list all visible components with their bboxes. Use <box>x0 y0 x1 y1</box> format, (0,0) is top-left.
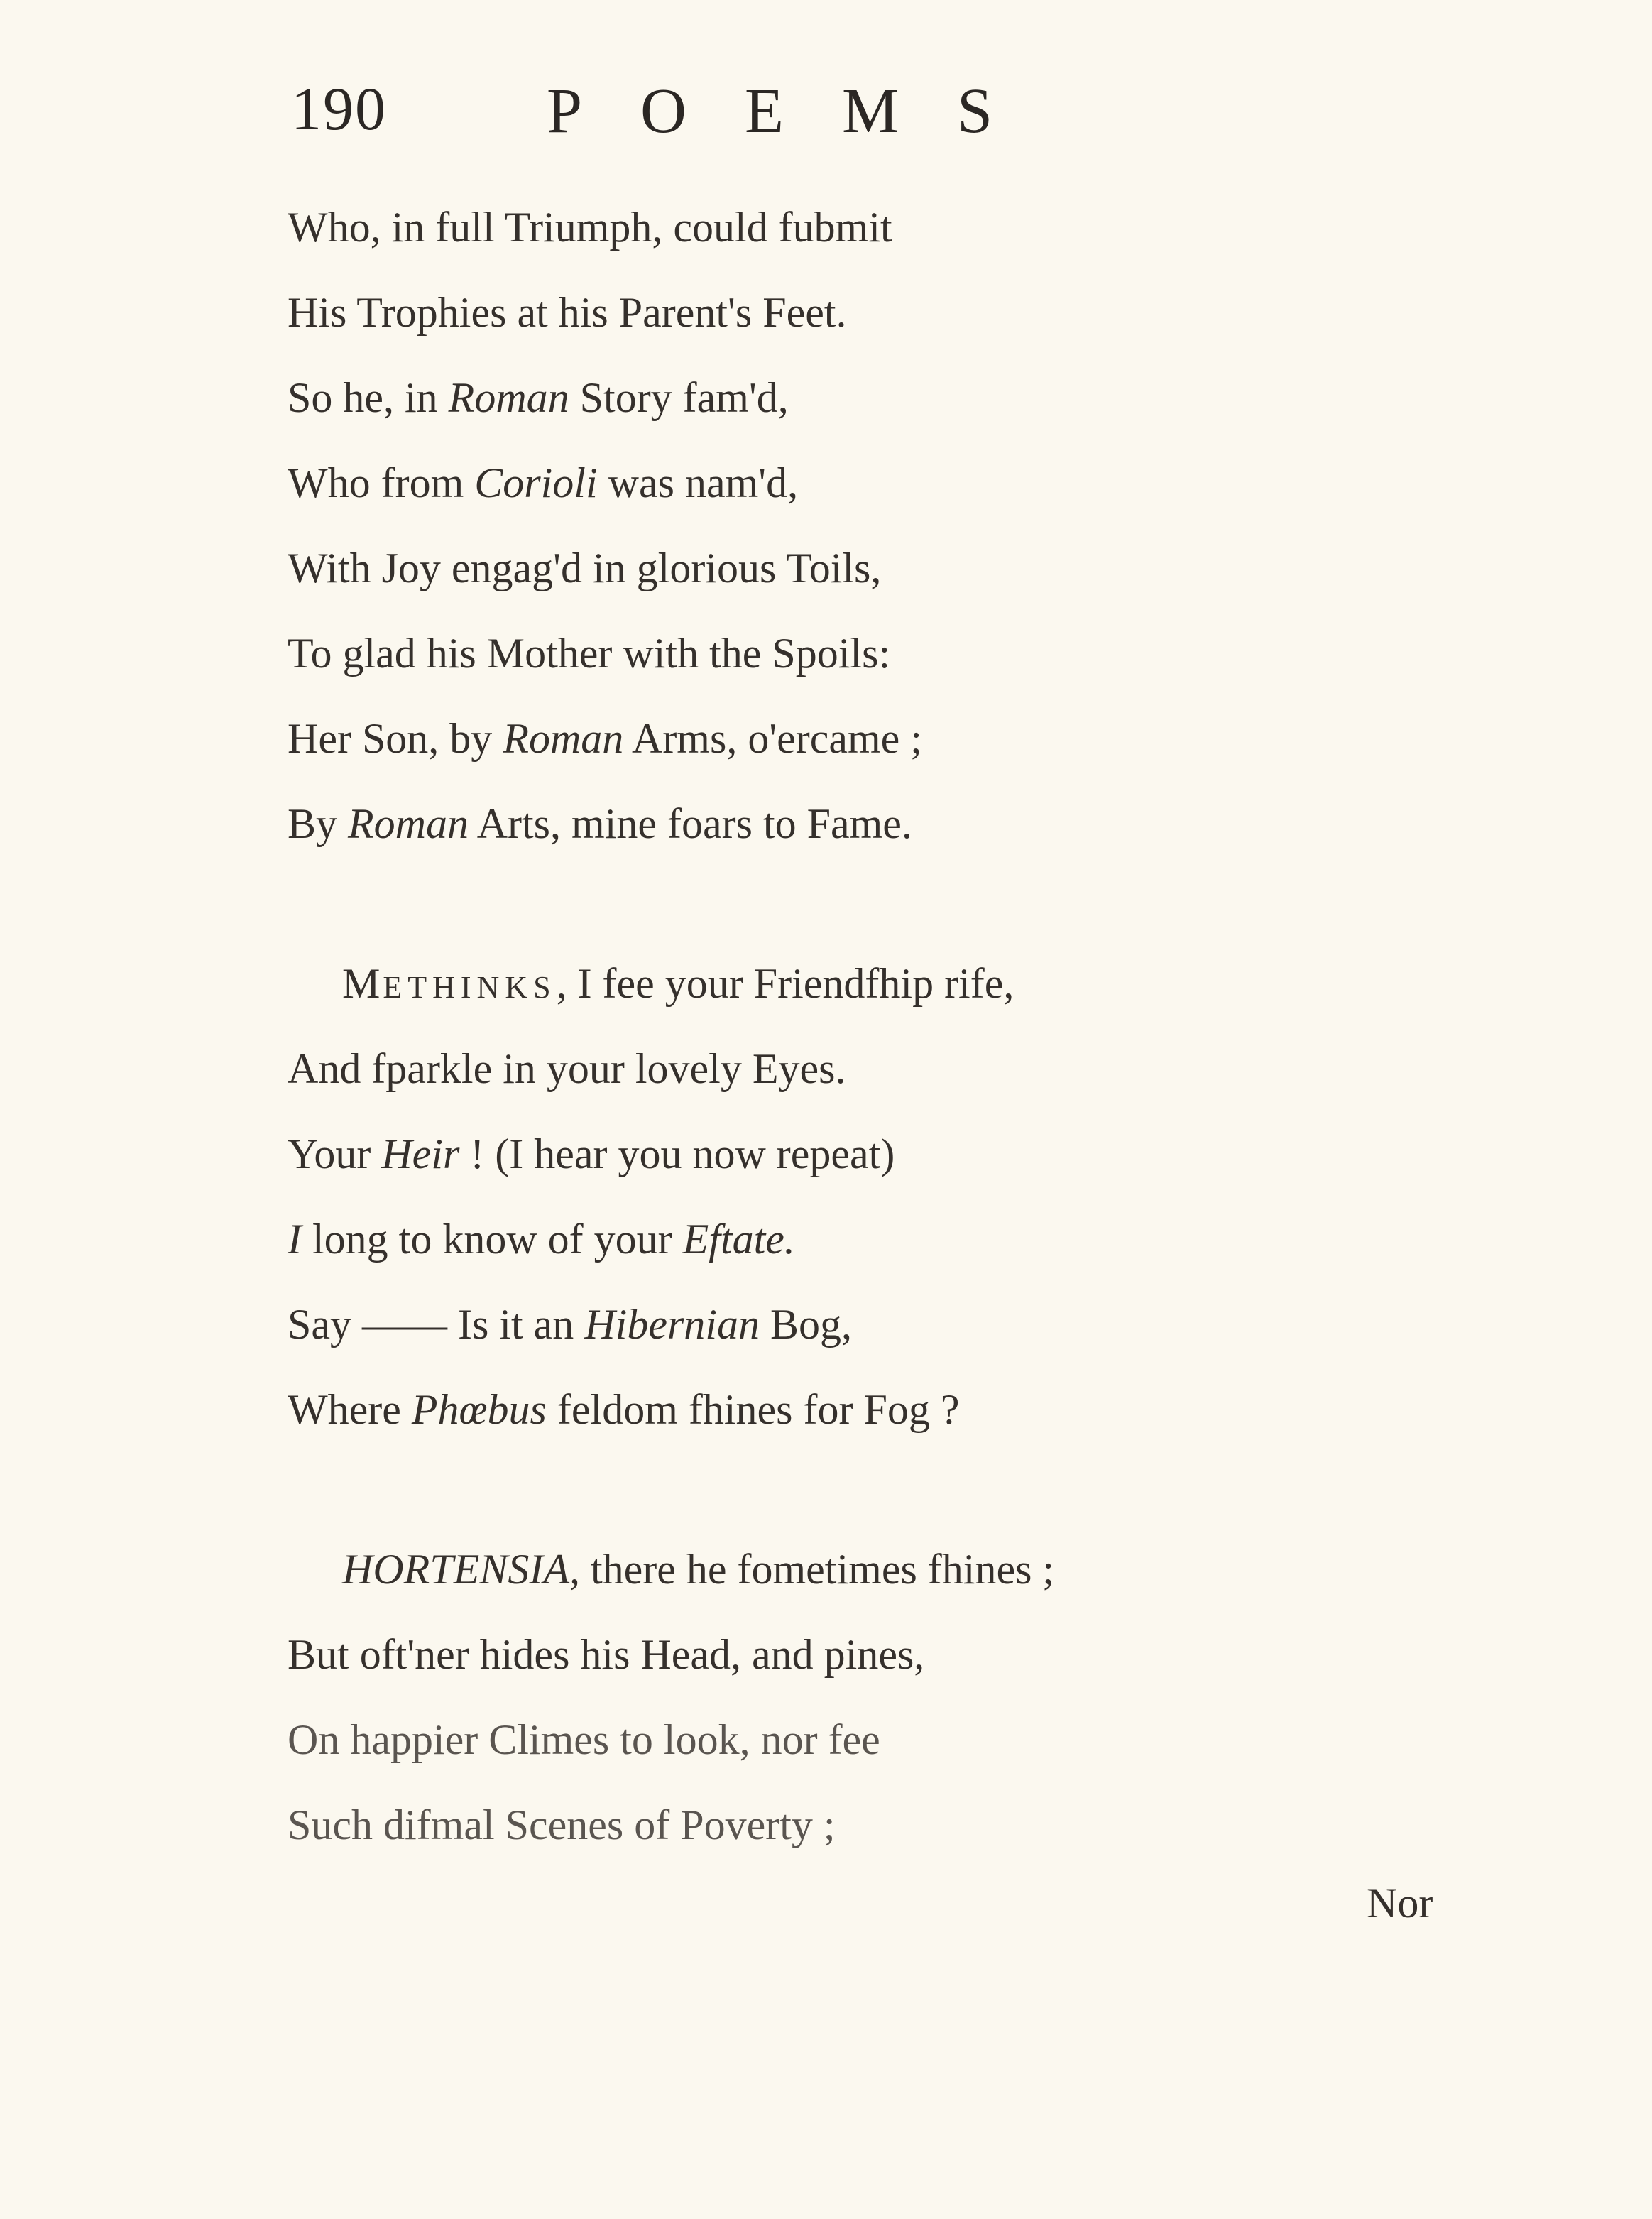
running-title: POEMS <box>547 76 1051 146</box>
line-text: And fparkle in your lovely Eyes. <box>288 1045 846 1092</box>
line-text: His Trophies at his Parent's Feet. <box>288 289 847 336</box>
italic-text: Roman <box>503 715 624 762</box>
line-text: Your <box>288 1130 382 1177</box>
italic-text: Hibernian <box>584 1301 760 1348</box>
italic-text: Roman <box>448 374 569 421</box>
italic-text: HORTENSIA, <box>342 1546 580 1593</box>
poem-line <box>288 717 922 760</box>
poem-line <box>288 1130 895 1177</box>
poem-line <box>288 802 912 845</box>
line-text: Who, in full Triumph, could fubmit <box>288 204 892 251</box>
line-text: So he, in <box>288 374 449 421</box>
line-text: was nam'd, <box>597 459 799 506</box>
line-text: Arms, o'ercame ; <box>623 715 922 762</box>
line-text: Story fam'd, <box>569 374 789 421</box>
italic-text: Eftate. <box>682 1216 795 1263</box>
line-text: , I fee your Friendfhip rife, <box>556 960 1014 1007</box>
poem-line <box>288 1801 836 1848</box>
line-text: On happier Climes to look, nor fee <box>288 1716 880 1763</box>
line-text: feldom fhines for Fog ? <box>546 1386 960 1433</box>
poem-line <box>342 1548 1054 1591</box>
poem-line <box>288 376 789 419</box>
line-text: Her Son, by <box>288 715 503 762</box>
italic-text: Phœbus <box>411 1386 547 1433</box>
italic-text: Corioli <box>474 459 598 506</box>
poem-line <box>288 1216 795 1263</box>
italic-text: Roman <box>348 800 469 847</box>
line-text: To glad his Mother with the Spoils: <box>288 630 891 677</box>
poem-line <box>288 547 881 589</box>
catchword: Nor <box>1367 1880 1433 1926</box>
poem-line <box>288 1388 959 1431</box>
poem-line <box>288 291 847 334</box>
line-text: Say —— Is it an <box>288 1301 585 1348</box>
line-text: Bog, <box>759 1301 852 1348</box>
poem-line <box>288 1047 846 1090</box>
poem-line <box>288 206 892 249</box>
page-number: 190 <box>291 75 387 143</box>
poem-line <box>288 459 799 506</box>
line-text: ETHINKS <box>383 970 557 1005</box>
line-text: With Joy engag'd in glorious Toils, <box>288 545 882 591</box>
line-text: long to know of your <box>301 1216 683 1263</box>
italic-text: Heir <box>381 1130 460 1177</box>
poem-line <box>288 632 890 675</box>
poem-line <box>288 1633 924 1676</box>
poem-line <box>342 962 1014 1005</box>
poem-line <box>288 1303 852 1346</box>
italic-text: I <box>288 1216 302 1263</box>
line-text: But oft'ner hides his Head, and pines, <box>288 1631 925 1678</box>
line-text: Arts, mine foars to Fame. <box>469 800 912 847</box>
line-text: Where <box>288 1386 412 1433</box>
line-text: there he fometimes fhines ; <box>579 1546 1055 1593</box>
line-text: Who from <box>288 459 475 506</box>
line-text: M <box>342 960 383 1007</box>
line-text: ! (I hear you now repeat) <box>459 1130 895 1177</box>
poem-line <box>288 1718 880 1761</box>
line-text: Such difmal Scenes of Poverty ; <box>288 1801 836 1848</box>
line-text: By <box>288 800 349 847</box>
